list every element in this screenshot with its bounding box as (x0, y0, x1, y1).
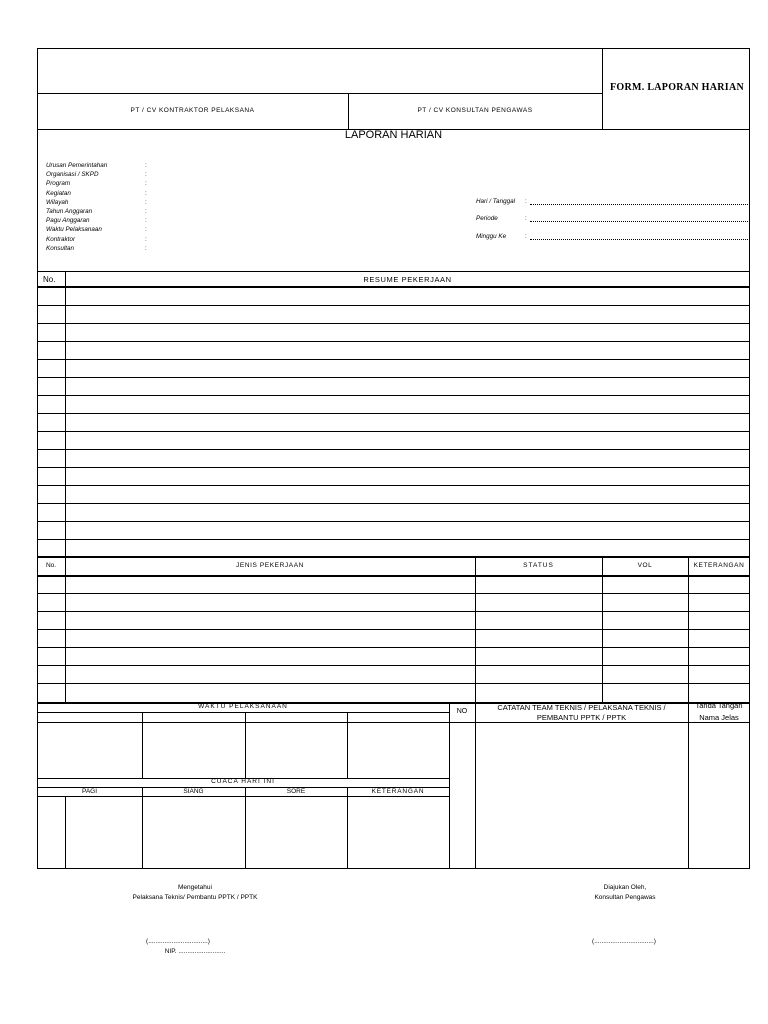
cuaca-header-keterangan: KETERANGAN (371, 788, 425, 795)
cuaca-header-pagi: PAGI (81, 788, 98, 795)
catatan-title: CATATAN TEAM TEKNIS / PELAKSANA TEKNIS / PEMBANTU PPTK / PPTK (497, 703, 666, 722)
resume-row (37, 395, 750, 396)
resume-title: RESUME PEKERJAAN (363, 275, 452, 284)
info-field-label: Urusan Pemerintahan (46, 162, 108, 169)
header-divider-vertical (602, 48, 603, 129)
cuaca-col-3 (347, 787, 348, 869)
consultant-label: PT / CV KONSULTAN PENGAWAS (417, 107, 533, 114)
work-header-keterangan: KETERANGAN (693, 562, 745, 569)
work-table-top-line (37, 556, 750, 558)
info-field-separator: : (145, 180, 147, 188)
waktu-col-2 (245, 712, 246, 778)
info-field-separator: : (145, 217, 147, 225)
table-row (37, 683, 750, 684)
sign-left-line1: Mengetahui (178, 884, 212, 891)
waktu-title-line (37, 712, 449, 713)
work-table-header-line (37, 575, 750, 577)
work-header-status: STATUS (523, 562, 554, 569)
info-field-label: Waktu Pelaksanaan (46, 226, 102, 234)
info-field-label: Organisasi / SKPD (46, 171, 99, 179)
info-field-separator: : (145, 208, 147, 215)
cuaca-title: CUACA HARI INI (211, 778, 275, 785)
resume-row (37, 467, 750, 468)
sign-right-line2: Konsultan Pengawas (594, 894, 656, 901)
info-field-separator: : (145, 189, 147, 197)
contractor-label: PT / CV KONTRAKTOR PELAKSANA (130, 107, 255, 114)
sign-left-nip: NIP. .......................... (164, 948, 226, 955)
cuaca-col-1 (142, 787, 143, 869)
info-field-separator: : (145, 198, 147, 206)
resume-row (37, 521, 750, 522)
right-field-label: Periode (476, 215, 498, 222)
table-row (37, 629, 750, 630)
sign-right-name: (.................................) (592, 938, 656, 945)
cuaca-header-siang: SIANG (183, 788, 204, 795)
resume-row (37, 359, 750, 360)
cuaca-header-line (37, 796, 449, 797)
resume-row (37, 305, 750, 306)
resume-no-header: No. (43, 275, 56, 284)
table-row (37, 665, 750, 666)
info-field-label: Pagu Anggaran (46, 217, 90, 225)
info-field-label: Kontraktor (46, 235, 76, 243)
tanda-tangan-label: Tanda Tangan (695, 701, 743, 710)
info-field-label: Program (46, 180, 71, 188)
waktu-title: WAKTU PELAKSANAAN (198, 703, 288, 710)
info-field-separator: : (145, 244, 147, 252)
info-field-label: Wilayah (46, 198, 69, 206)
info-field-label: Konsultan (46, 244, 75, 252)
work-header-vol: VOL (637, 562, 653, 569)
signature-col (688, 702, 689, 869)
resume-row (37, 413, 750, 414)
no-col-left (449, 702, 450, 869)
cuaca-inner-col (65, 796, 66, 869)
form-title: FORM. LAPORAN HARIAN (609, 82, 745, 93)
sign-right-line1: Diajukan Oleh, (603, 884, 647, 891)
daily-report-form (37, 48, 750, 869)
right-field-separator: : (525, 198, 527, 205)
right-field-fill-line (530, 203, 748, 205)
table-row (37, 611, 750, 612)
resume-top-line (37, 271, 750, 272)
cuaca-header-sore: SORE (286, 788, 306, 795)
right-field-fill-line (530, 238, 748, 240)
resume-row (37, 485, 750, 486)
info-field-separator: : (145, 162, 147, 169)
info-field-label: Kegiatan (46, 189, 71, 197)
header-divider (37, 93, 602, 94)
report-title: LAPORAN HARIAN (344, 129, 443, 141)
cuaca-col-2 (245, 787, 246, 869)
resume-row (37, 539, 750, 540)
table-row (37, 593, 750, 594)
right-field-fill-line (530, 220, 748, 222)
waktu-col-3 (347, 712, 348, 778)
right-field-label: Hari / Tanggal (476, 198, 515, 205)
right-field-separator: : (525, 233, 527, 240)
resume-row (37, 323, 750, 324)
resume-row (37, 341, 750, 342)
resume-row (37, 377, 750, 378)
no-col-right (475, 702, 476, 869)
sign-left-line2: Pelaksana Teknis/ Pembantu PPTK / PPTK (132, 894, 258, 901)
waktu-header-line (37, 722, 750, 723)
resume-header-line (37, 286, 750, 288)
table-row (37, 647, 750, 648)
resume-row (37, 449, 750, 450)
work-header-no: No. (45, 562, 57, 569)
info-field-separator: : (145, 235, 147, 243)
waktu-col-1 (142, 712, 143, 778)
resume-row (37, 503, 750, 504)
nama-jelas-label: Nama Jelas (699, 713, 739, 722)
no-label: NO (456, 708, 468, 715)
sign-left-name: (.................................) (146, 938, 210, 945)
resume-row (37, 431, 750, 432)
info-field-label: Tahun Anggaran (46, 208, 93, 215)
info-field-separator: : (145, 171, 147, 179)
right-field-label: Minggu Ke (476, 233, 507, 240)
right-field-separator: : (525, 215, 527, 222)
info-field-separator: : (145, 226, 147, 234)
work-header-jenis: JENIS PEKERJAAN (236, 562, 304, 569)
